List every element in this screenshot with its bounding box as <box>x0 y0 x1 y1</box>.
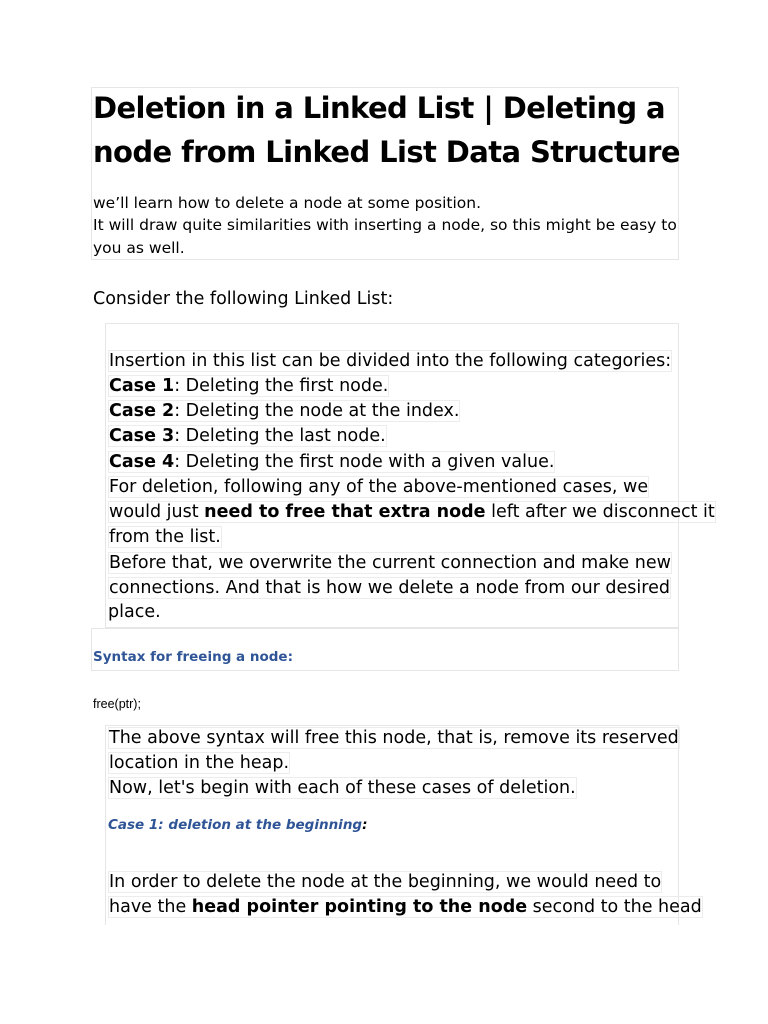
deletion-text-line-3: from the list. <box>109 527 221 547</box>
intro-text-line-3: you as well. <box>93 239 185 257</box>
syntax-explain-line-2: location in the heap. <box>109 753 290 773</box>
case-item-1 <box>108 375 389 397</box>
case-1-heading-text: Case 1: deletion at the beginning <box>108 817 363 833</box>
deletion-text-line-1: For deletion, following any of the above-mentioned cases, we <box>109 477 649 497</box>
syntax-explain-line-1: The above syntax will free this node, that is, remove its reserved <box>109 728 679 748</box>
case-label: Case 4 <box>109 452 175 472</box>
case-text: : Deleting the first node with a given value. <box>174 452 555 472</box>
head-pointer-emphasis: head pointer pointing to the node <box>191 897 528 917</box>
case-text: : Deleting the node at the index. <box>174 401 460 421</box>
intro-text-line-2: It will draw quite similarities with inserting a node, so this might be easy to <box>93 216 677 234</box>
case-text: : Deleting the last node. <box>174 426 386 446</box>
case-label: Case 1 <box>109 376 175 396</box>
order-text: have the <box>109 897 192 917</box>
syntax-heading: Syntax for freeing a node: <box>93 649 293 665</box>
deletion-text: left after we disconnect it <box>485 502 715 522</box>
case-1-heading <box>108 817 368 833</box>
deletion-text-line-2 <box>108 501 716 523</box>
order-text: second to the head <box>527 897 702 917</box>
free-node-emphasis: need to free that extra node <box>204 502 486 522</box>
page-title-line-1: Deletion in a Linked List | Deleting a <box>93 91 666 125</box>
case-text: : Deleting the first node. <box>174 376 389 396</box>
case-item-4 <box>108 451 555 473</box>
intro-text-line-1: we’ll learn how to delete a node at some position. <box>93 194 482 212</box>
case-1-heading-colon: : <box>362 817 368 833</box>
syntax-explain-line-3: Now, let's begin with each of these cases of deletion. <box>109 778 576 798</box>
case-item-3 <box>108 425 387 447</box>
case-item-2 <box>108 400 460 422</box>
before-text-line-3: place. <box>108 602 161 622</box>
before-text-line-1: Before that, we overwrite the current connection and make new <box>109 553 671 573</box>
before-text-line-2: connections. And that is how we delete a node from our desired <box>109 578 670 598</box>
consider-heading: Consider the following Linked List: <box>93 289 394 309</box>
deletion-text: would just <box>109 502 205 522</box>
case-label: Case 2 <box>109 401 175 421</box>
order-text-line-1: In order to delete the node at the beginning, we would need to <box>109 872 662 892</box>
code-snippet: free(ptr); <box>93 697 141 711</box>
cases-intro: Insertion in this list can be divided into the following categories: <box>109 351 672 371</box>
case-label: Case 3 <box>109 426 175 446</box>
order-text-line-2 <box>108 896 703 918</box>
page-title-line-2: node from Linked List Data Structure <box>93 135 680 169</box>
